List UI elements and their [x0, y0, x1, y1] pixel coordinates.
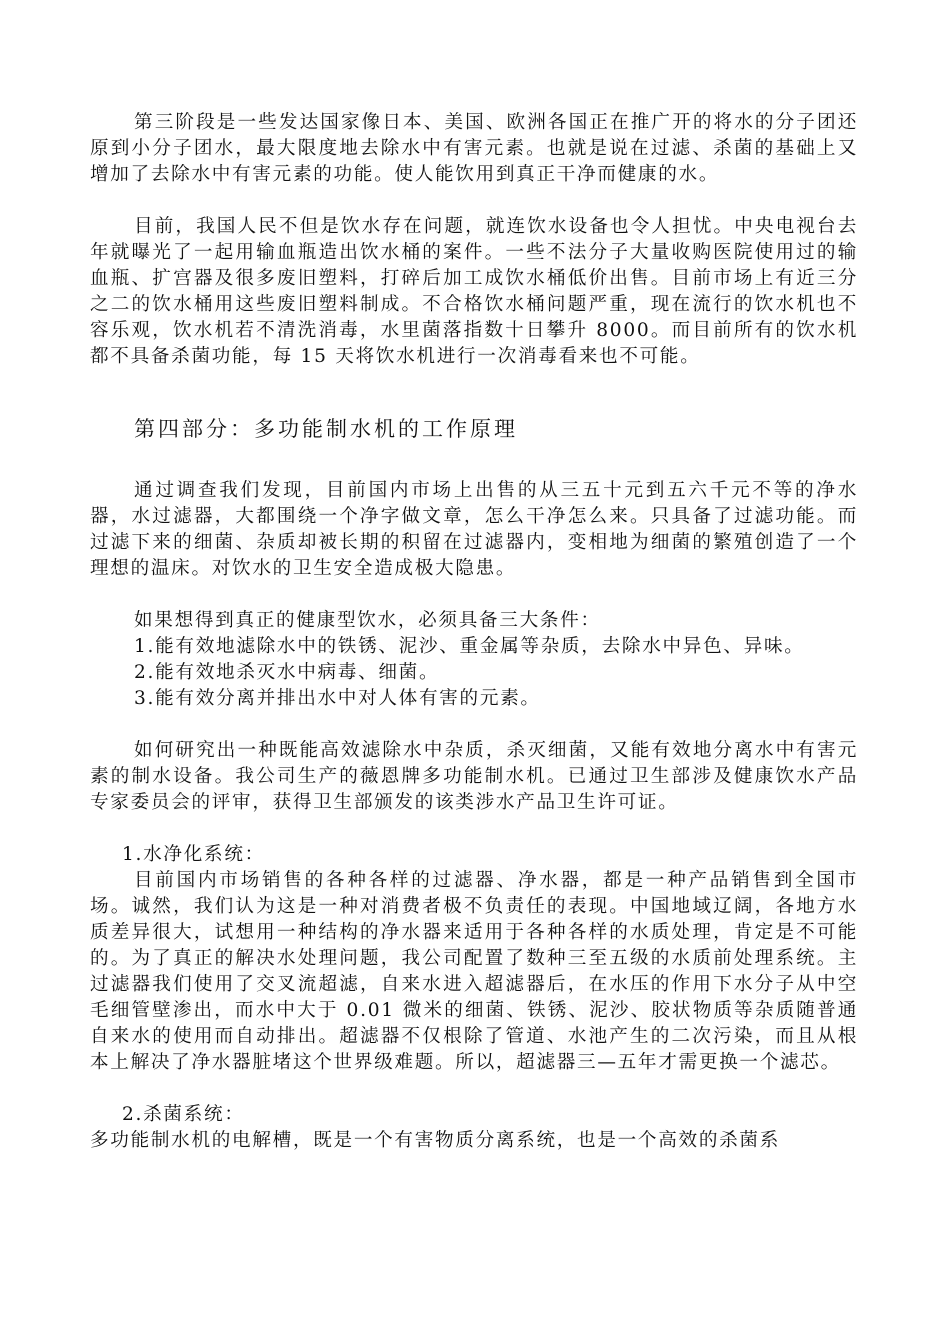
- conditions-intro: 如果想得到真正的健康型饮水，必须具备三大条件：: [134, 610, 601, 631]
- paragraph-purification: 目前国内市场销售的各种各样的过滤器、净水器，都是一种产品销售到全国市场。诚然，我们认为这是一种对消费者极不负责任的表现。中国地域辽阔，各地方水质差异很大，试想用一种结构的净水器来适用于各种各样的水质处理，肯定是不可能的。为了真正的解决水处理问题，我公司配置了数种三至五级的水质前处理系统。主过滤器我们使用了交叉流超滤，自来水进入超滤器后，在水压的作用下水分子从中空毛细管壁渗出，而水中大于 0.01 微米的细菌、铁锈、泥沙、胶状物质等杂质随普通自来水的使用而自动排出。超滤器不仅根除了管道、水池产生的二次污染，而且从根本上解决了净水器脏堵这个世界级难题。所以，超滤器三—五年才需更换一个滤芯。: [90, 870, 858, 1073]
- condition-item: 1.能有效地滤除水中的铁锈、泥沙、重金属等杂质，去除水中异色、异味。: [134, 636, 805, 657]
- subsection-heading-purification: 1.水净化系统：: [122, 844, 265, 865]
- condition-item: 3.能有效分离并排出水中对人体有害的元素。: [134, 688, 541, 709]
- condition-item: 2.能有效地杀灭水中病毒、细菌。: [134, 662, 440, 683]
- spacer: [90, 816, 858, 842]
- paragraph-sterilization: 多功能制水机的电解槽，既是一个有害物质分离系统，也是一个高效的杀菌系: [90, 1130, 780, 1151]
- subsection-heading-sterilization: 2.杀菌系统：: [122, 1104, 245, 1125]
- paragraph-current-situation: 目前，我国人民不但是饮水存在问题，就连饮水设备也令人担忧。中央电视台去年就曝光了一起用输血瓶造出饮水桶的案件。一些不法分子大量收购医院使用过的输血瓶、扩宫器及很多废旧塑料，打碎后加工成饮水桶低价出售。目前市场上有近三分之二的饮水桶用这些废旧塑料制成。不合格饮水桶问题严重，现在流行的饮水机也不容乐观，饮水机若不清洗消毒，水里菌落指数十日攀升 8000。而目前所有的饮水机都不具备杀菌功能，每 15 天将饮水机进行一次消毒看来也不可能。: [90, 216, 858, 367]
- spacer: [90, 582, 858, 608]
- spacer: [90, 712, 858, 738]
- paragraph-stage-three: 第三阶段是一些发达国家像日本、美国、欧洲各国正在推广开的将水的分子团还原到小分子团水，最大限度地去除水中有害元素。也就是说在过滤、杀菌的基础上又增加了去除水中有害元素的功能。使人能饮用到真正干净而健康的水。: [90, 112, 858, 185]
- paragraph-survey: 通过调查我们发现，目前国内市场上出售的从三五十元到五六千元不等的净水器，水过滤器，大都围绕一个净字做文章，怎么干净怎么来。只具备了过滤功能。而过滤下来的细菌、杂质却被长期的积留在过滤器内，变相地为细菌的繁殖创造了一个理想的温床。对饮水的卫生安全造成极大隐患。: [90, 480, 858, 579]
- spacer: [90, 370, 858, 414]
- paragraph-research: 如何研究出一种既能高效滤除水中杂质，杀灭细菌，又能有效地分离水中有害元素的制水设备。我公司生产的薇恩牌多功能制水机。已通过卫生部涉及健康饮水产品专家委员会的评审，获得卫生部颁发的该类涉水产品卫生许可证。: [90, 740, 858, 813]
- section-heading: 第四部分：多功能制水机的工作原理: [134, 417, 518, 441]
- spacer: [90, 1076, 858, 1102]
- spacer: [90, 188, 858, 214]
- spacer: [90, 444, 858, 478]
- document-page: [90, 110, 858, 1154]
